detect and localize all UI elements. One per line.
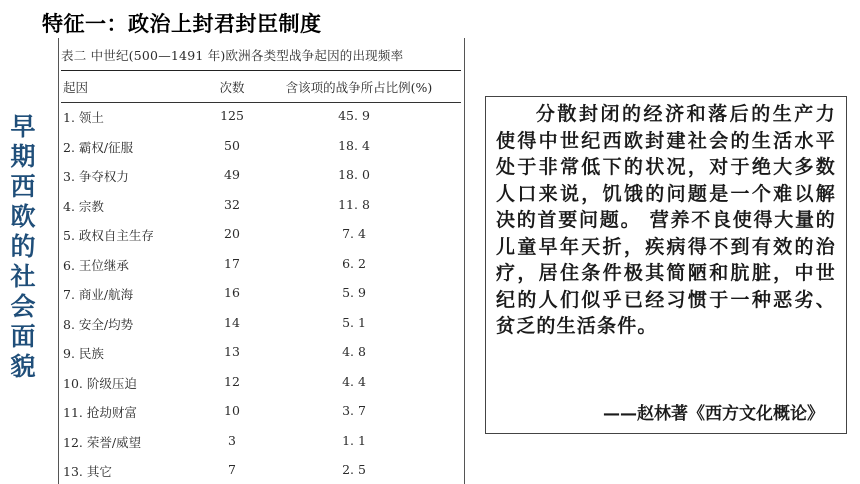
table-row <box>59 285 464 305</box>
cell-percent: 11. 8 <box>338 196 370 212</box>
cell-cause: 10. 阶级压迫 <box>63 375 137 391</box>
cell-cause: 3. 争夺权力 <box>63 169 129 184</box>
table-header-rule <box>61 102 461 103</box>
cell-cause: 11. 抢劫财富 <box>63 405 137 420</box>
cell-count: 3 <box>228 432 236 448</box>
cell-percent: 1. 1 <box>342 432 366 448</box>
table-row <box>59 256 464 276</box>
table-row <box>59 403 464 423</box>
cell-count: 20 <box>224 226 240 241</box>
quote-citation: ——赵林著《西方文化概论》 <box>603 403 824 424</box>
cell-count: 13 <box>224 344 240 359</box>
side-title-char: 早 <box>10 112 36 141</box>
side-title-char: 的 <box>10 232 36 261</box>
table-row <box>59 462 464 482</box>
cell-percent: 45. 9 <box>338 108 370 123</box>
war-causes-table <box>58 38 465 484</box>
page-heading: 特征一：政治上封君封臣制度 <box>42 12 322 36</box>
table-row <box>59 374 464 394</box>
cell-percent: 18. 0 <box>338 167 370 182</box>
table-row <box>59 226 464 246</box>
side-title-char: 貌 <box>10 352 36 381</box>
cell-percent: 4. 4 <box>342 373 366 389</box>
side-title-char: 欧 <box>10 202 36 231</box>
header-percent: 含该项的战争所占比例(%) <box>285 80 433 95</box>
table-header-row <box>59 78 464 98</box>
header-count: 次数 <box>219 80 245 95</box>
cell-percent: 4. 8 <box>342 344 366 359</box>
table-row <box>59 108 464 128</box>
cell-percent: 2. 5 <box>342 462 366 477</box>
cell-percent: 6. 2 <box>342 255 366 271</box>
table-caption: 表二 中世纪(500—1491 年)欧洲各类型战争起因的出现频率 <box>61 48 404 63</box>
cell-percent: 5. 9 <box>342 285 366 300</box>
cell-count: 125 <box>220 108 244 123</box>
side-vertical-title <box>8 112 38 382</box>
cell-cause: 5. 政权自主生存 <box>63 228 154 243</box>
cell-count: 12 <box>224 373 240 389</box>
cell-count: 49 <box>224 167 240 182</box>
cell-cause: 1. 领土 <box>63 110 104 125</box>
cell-cause: 8. 安全/均势 <box>63 316 134 332</box>
quote-box <box>485 96 847 434</box>
quote-text: 分散封闭的经济和落后的生产力使得中世纪西欧封建社会的生活水平处于非常低下的状况，对于绝大多数人口来说，饥饿的问题是一个难以解决的首要问题。 营养不良使得大量的儿童早年天折，疾病得不到有效的治疗，居住条件极其简陋和肮脏，中世纪的人们似乎已经习惯于一种恶劣、 贫乏的生活条件。 <box>496 103 836 337</box>
cell-count: 17 <box>224 255 240 271</box>
cell-cause: 2. 霸权/征服 <box>63 139 134 155</box>
cell-cause: 6. 王位继承 <box>63 257 129 273</box>
cell-count: 14 <box>224 314 240 330</box>
cell-cause: 9. 民族 <box>63 346 104 361</box>
table-top-rule <box>61 70 461 71</box>
cell-percent: 18. 4 <box>338 137 370 153</box>
table-row <box>59 167 464 187</box>
cell-cause: 12. 荣誉/威望 <box>63 434 142 450</box>
table-row <box>59 344 464 364</box>
cell-count: 7 <box>228 462 236 477</box>
cell-count: 10 <box>224 403 240 418</box>
side-title-char: 会 <box>10 292 36 321</box>
cell-count: 50 <box>224 137 240 153</box>
cell-cause: 13. 其它 <box>63 464 112 479</box>
cell-percent: 7. 4 <box>342 226 366 241</box>
side-title-char: 社 <box>10 262 36 291</box>
cell-percent: 3. 7 <box>342 403 366 418</box>
side-title-char: 面 <box>10 322 36 351</box>
table-row <box>59 315 464 335</box>
header-cause: 起因 <box>63 80 89 95</box>
side-title-char: 期 <box>10 142 36 171</box>
cell-cause: 7. 商业/航海 <box>63 287 134 302</box>
cell-cause: 4. 宗教 <box>63 198 104 214</box>
table-row <box>59 433 464 453</box>
side-title-char: 西 <box>10 172 36 201</box>
cell-count: 16 <box>224 285 240 300</box>
table-row <box>59 138 464 158</box>
cell-count: 32 <box>224 196 240 212</box>
cell-percent: 5. 1 <box>342 314 366 330</box>
table-row <box>59 197 464 217</box>
